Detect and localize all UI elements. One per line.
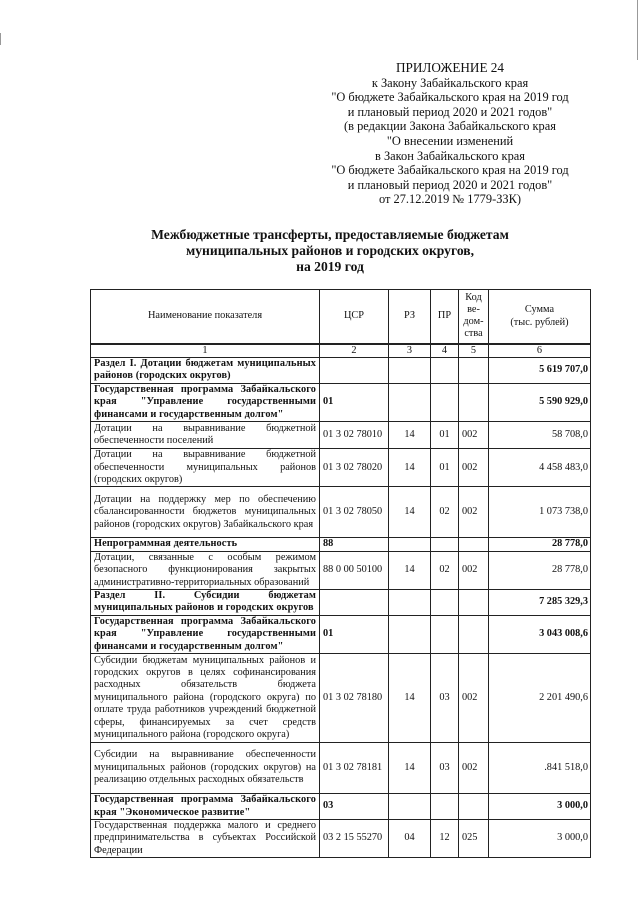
row-csr (320, 589, 389, 615)
appendix-line: "О бюджете Забайкальского края на 2019 год (331, 163, 569, 178)
row-rz: 14 (389, 449, 431, 487)
row-name: Раздел II. Субсидии бюджетам муниципальных районов и городских округов (91, 589, 320, 615)
appendix-date: от 27.12.2019 № 1779-ЗЗК) (378, 192, 522, 207)
row-csr: 03 2 15 55270 (320, 820, 389, 858)
row-pr: 12 (431, 820, 459, 858)
column-numbers-row (91, 344, 591, 358)
appendix-line: и плановый период 2020 и 2021 годов" (347, 177, 553, 192)
row-pr (431, 383, 459, 421)
header-rz: РЗ (389, 290, 431, 344)
col-number: 1 (91, 344, 320, 358)
row-dept (459, 538, 489, 551)
table-row (91, 538, 591, 551)
transfers-table (90, 289, 591, 858)
title-line: на 2019 год (296, 259, 364, 274)
row-csr: 01 3 02 78020 (320, 449, 389, 487)
scan-mark (0, 33, 1, 45)
row-csr: 01 3 02 78181 (320, 743, 389, 794)
appendix-line: (в редакции Закона Забайкальского края (344, 119, 556, 134)
row-dept: 002 (459, 551, 489, 589)
row-csr: 01 3 02 78050 (320, 487, 389, 538)
row-csr: 03 (320, 794, 389, 820)
row-sum: 1 073 738,0 (489, 487, 591, 538)
row-sum: 5 619 707,0 (489, 357, 591, 383)
appendix-line: "О бюджете Забайкальского края на 2019 год (331, 90, 569, 105)
row-dept (459, 357, 489, 383)
row-pr (431, 794, 459, 820)
row-csr: 01 (320, 383, 389, 421)
row-name: Раздел I. Дотации бюджетам муниципальных районов (городских округов) (91, 357, 320, 383)
row-rz: 14 (389, 654, 431, 743)
row-dept: 025 (459, 820, 489, 858)
row-rz (389, 794, 431, 820)
row-name: Государственная поддержка малого и среднего предпринимательства в субъектах Российской Федерации (91, 820, 320, 858)
row-dept: 002 (459, 422, 489, 449)
col-number: 2 (320, 344, 389, 358)
row-sum: 7 285 329,3 (489, 589, 591, 615)
appendix-line: в Закон Забайкальского края (375, 148, 525, 163)
table-row (91, 357, 591, 383)
row-rz (389, 538, 431, 551)
row-rz: 14 (389, 487, 431, 538)
row-csr: 88 (320, 538, 389, 551)
row-dept (459, 794, 489, 820)
row-dept: 002 (459, 449, 489, 487)
row-csr: 01 (320, 615, 389, 653)
row-dept (459, 589, 489, 615)
header-csr: ЦСР (320, 290, 389, 344)
appendix-header (300, 61, 600, 207)
appendix-line: "О внесении изменений (386, 133, 514, 148)
table-row (91, 820, 591, 858)
table-row (91, 449, 591, 487)
row-sum: 28 778,0 (489, 538, 591, 551)
row-name: Дотации на поддержку мер по обеспечению сбалансированности бюджетов муниципальных районов (городских округов) Забайкальского края (91, 487, 320, 538)
table-row (91, 615, 591, 653)
appendix-number: ПРИЛОЖЕНИЕ 24 (396, 60, 504, 75)
row-rz: 14 (389, 551, 431, 589)
row-dept (459, 383, 489, 421)
row-sum: 2 201 490,6 (489, 654, 591, 743)
table-row (91, 743, 591, 794)
row-name: Государственная программа Забайкальского края "Управление государственными финансами и государственным долгом" (91, 383, 320, 421)
row-dept (459, 615, 489, 653)
row-sum: 4 458 483,0 (489, 449, 591, 487)
row-pr (431, 615, 459, 653)
row-rz (389, 589, 431, 615)
table-row (91, 551, 591, 589)
table-row (91, 794, 591, 820)
row-pr (431, 589, 459, 615)
title-line: Межбюджетные трансферты, предоставляемые бюджетам (151, 227, 509, 242)
row-csr: 88 0 00 50100 (320, 551, 389, 589)
header-sum: Сумма (тыс. рублей) (489, 290, 591, 344)
row-sum: 28 778,0 (489, 551, 591, 589)
row-pr: 03 (431, 743, 459, 794)
row-name: Непрограммная деятельность (91, 538, 320, 551)
row-name: Субсидии бюджетам муниципальных районов и городских округов в целях софинансирования расходных обязательств бюджета муниципального района (городского округа) по оплате труда работников учреждений бюджетной сферы, финансируемых за счет средств муниципального района (городского округа) (91, 654, 320, 743)
row-sum: 3 000,0 (489, 820, 591, 858)
table-row (91, 487, 591, 538)
row-csr: 01 3 02 78180 (320, 654, 389, 743)
row-csr: 01 3 02 78010 (320, 422, 389, 449)
col-number: 4 (431, 344, 459, 358)
row-rz (389, 615, 431, 653)
row-rz: 04 (389, 820, 431, 858)
row-pr: 02 (431, 551, 459, 589)
row-name: Дотации на выравнивание бюджетной обеспеченности муниципальных районов (городских округов) (91, 449, 320, 487)
row-csr (320, 357, 389, 383)
col-number: 3 (389, 344, 431, 358)
header-name: Наименование показателя (91, 290, 320, 344)
row-rz (389, 357, 431, 383)
row-pr: 01 (431, 449, 459, 487)
row-name: Государственная программа Забайкальского края "Экономическое развитие" (91, 794, 320, 820)
scan-mark (637, 0, 638, 60)
row-dept: 002 (459, 487, 489, 538)
row-pr: 03 (431, 654, 459, 743)
row-rz: 14 (389, 422, 431, 449)
table-header-row (91, 290, 591, 344)
row-pr (431, 538, 459, 551)
header-dept: Код ве- дом- ства (459, 290, 489, 344)
row-pr: 01 (431, 422, 459, 449)
col-number: 6 (489, 344, 591, 358)
row-name: Дотации на выравнивание бюджетной обеспеченности поселений (91, 422, 320, 449)
row-name: Государственная программа Забайкальского края "Управление государственными финансами и государственным долгом" (91, 615, 320, 653)
appendix-line: и плановый период 2020 и 2021 годов" (347, 104, 553, 119)
row-rz: 14 (389, 743, 431, 794)
row-dept: 002 (459, 654, 489, 743)
row-sum: 3 043 008,6 (489, 615, 591, 653)
table-row (91, 422, 591, 449)
row-name: Субсидии на выравнивание обеспеченности муниципальных районов (городских округов) на реализацию отдельных расходных обязательств (91, 743, 320, 794)
table-row (91, 654, 591, 743)
row-sum: .841 518,0 (489, 743, 591, 794)
row-pr: 02 (431, 487, 459, 538)
row-sum: 58 708,0 (489, 422, 591, 449)
row-sum: 5 590 929,0 (489, 383, 591, 421)
header-pr: ПР (431, 290, 459, 344)
title-line: муниципальных районов и городских округов, (185, 243, 475, 258)
row-name: Дотации, связанные с особым режимом безопасного функционирования закрытых административно-территориальных образований (91, 551, 320, 589)
table-row (91, 383, 591, 421)
row-dept: 002 (459, 743, 489, 794)
document-title (120, 227, 540, 275)
table-row (91, 589, 591, 615)
row-sum: 3 000,0 (489, 794, 591, 820)
row-pr (431, 357, 459, 383)
row-rz (389, 383, 431, 421)
col-number: 5 (459, 344, 489, 358)
appendix-line: к Закону Забайкальского края (371, 75, 529, 90)
